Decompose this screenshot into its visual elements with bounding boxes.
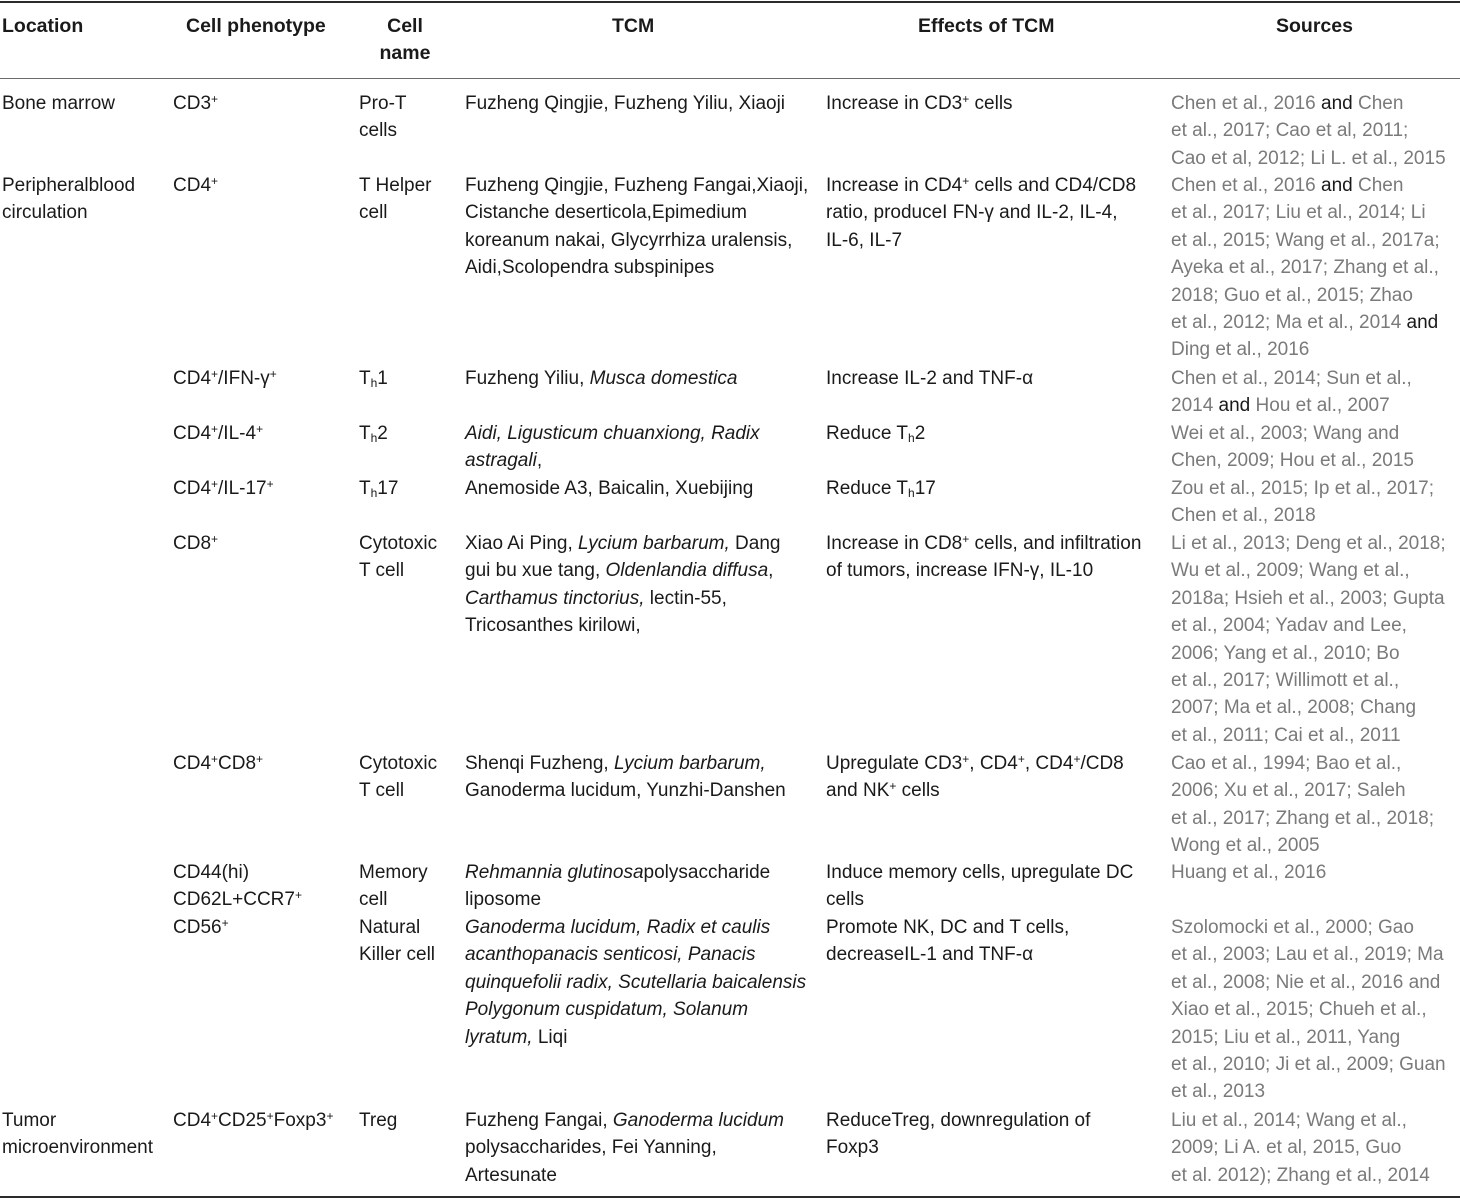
- cell-name: $T_h2$: [359, 423, 388, 445]
- cell-tcm: Xiao Ai Ping, Lycium barbarum, Dang gui bu xue tang, Oldenlandia diffusa, Carthamus tinctorius, lectin-55, Tricosanthes kirilowi,: [465, 533, 781, 637]
- cell-phenotype: CD4+/IFN-γ+: [173, 367, 277, 389]
- cell-phenotype: CD8+: [173, 532, 219, 554]
- cell-effects: Increase in CD3+ cells: [826, 92, 1013, 114]
- cell-phenotype: CD4+/IL-4+: [173, 422, 264, 444]
- header-cell-name: Cell name: [379, 15, 431, 64]
- cell-effects: Reduce $T_h2$: [826, 423, 926, 445]
- cell-effects: Increase IL-2 and TNF-α: [826, 368, 1034, 389]
- cell-phenotype: CD4+CD25+Foxp3+: [173, 1109, 334, 1131]
- cell-effects: Increase in CD4+ cells and CD4/CD8 ratio, produceI FN-γ and IL-2, IL-4, IL-6, IL-7: [826, 174, 1137, 251]
- cell-location: Peripheralblood circulation: [2, 175, 136, 224]
- cell-sources: Chen et al., 2016 and Chen et al., 2017; Cao et al, 2011; Cao et al, 2012; Li L. et al., 2015: [1171, 93, 1446, 169]
- cell-effects: ReduceTreg, downregulation of Foxp3: [826, 1110, 1091, 1159]
- cell-phenotype: CD56+: [173, 916, 229, 938]
- cell-location: Tumor microenvironment: [2, 1110, 153, 1159]
- cell-location: Bone marrow: [2, 93, 115, 114]
- cell-sources: Cao et al., 1994; Bao et al., 2006; Xu et al., 2017; Saleh et al., 2017; Zhang et al., 2018; Wong et al., 2005: [1171, 753, 1435, 857]
- cell-sources: Chen et al., 2016 and Chen et al., 2017; Liu et al., 2014; Li et al., 2015; Wang et al., 2017a; Ayeka et al., 2017; Zhang et al., 2018; Guo et al., 2015; Zhao et al., 2012; Ma et al., 2014 and Ding et al., 2016: [1171, 175, 1440, 361]
- header-cell-phenotype: Cell phenotype: [186, 15, 326, 37]
- cell-sources: Li et al., 2013; Deng et al., 2018; Wu et al., 2009; Wang et al., 2018a; Hsieh et al., 2003; Gupta et al., 2004; Yadav and Lee, 2006; Yang et al., 2010; Bo et al., 2017; Willimott et al., 2007; Ma et al., 2008; Chang et al., 2011; Cai et al., 2011: [1171, 533, 1446, 746]
- cell-effects: Upregulate CD3+, CD4+, CD4+/CD8 and NK+ cells: [826, 752, 1124, 802]
- cell-tcm: Fuzheng Yiliu, Musca domestica: [465, 368, 738, 389]
- cell-tcm: Rehmannia glutinosapolysaccharide liposome: [465, 862, 771, 911]
- table-top-rule: [0, 1, 1460, 3]
- header-rule: [0, 78, 1460, 79]
- cell-effects: Increase in CD8+ cells, and infiltration of tumors, increase IFN-γ, IL-10: [826, 532, 1142, 582]
- cell-name: T Helper cell: [359, 175, 432, 224]
- cell-phenotype: CD44(hi) CD62L+CCR7+: [173, 862, 302, 911]
- cell-sources: Huang et al., 2016: [1171, 862, 1327, 883]
- cell-name: Natural Killer cell: [359, 917, 436, 966]
- cell-sources: Zou et al., 2015; Ip et al., 2017; Chen et al., 2018: [1171, 478, 1435, 527]
- cell-sources: Chen et al., 2014; Sun et al., 2014 and Hou et al., 2007: [1171, 368, 1412, 417]
- cell-phenotype: CD4+/IL-17+: [173, 477, 274, 499]
- cell-sources: Szolomocki et al., 2000; Gao et al., 2003; Lau et al., 2019; Ma et al., 2008; Nie et al., 2016 and Xiao et al., 2015; Chueh et al., 2015; Liu et al., 2011, Yang et al., 2010; Ji et al., 2009; Guan et al., 2013: [1171, 917, 1446, 1103]
- cell-sources: Wei et al., 2003; Wang and Chen, 2009; Hou et al., 2015: [1171, 423, 1414, 472]
- cell-name: Cytotoxic T cell: [359, 753, 438, 802]
- table-bottom-rule: [0, 1196, 1460, 1198]
- cell-name: Memory cell: [359, 862, 428, 911]
- cell-phenotype: CD4+CD8+: [173, 752, 264, 774]
- cell-tcm: Anemoside A3, Baicalin, Xuebijing: [465, 478, 754, 499]
- header-effects: Effects of TCM: [918, 15, 1055, 37]
- cell-effects: Reduce $T_h17$: [826, 478, 936, 500]
- header-location: Location: [2, 15, 84, 37]
- cell-sources: Liu et al., 2014; Wang et al., 2009; Li A. et al, 2015, Guo et al. 2012); Zhang et al., 2014: [1171, 1110, 1430, 1186]
- header-sources: Sources: [1276, 15, 1353, 37]
- cell-name: Cytotoxic T cell: [359, 533, 438, 582]
- cell-phenotype: CD4+: [173, 174, 219, 196]
- cell-tcm: Fuzheng Fangai, Ganoderma lucidum polysaccharides, Fei Yanning, Artesunate: [465, 1110, 784, 1186]
- cell-name: Pro-T cells: [359, 93, 407, 142]
- cell-tcm: Ganoderma lucidum, Radix et caulis acanthopanacis senticosi, Panacis quinquefolii radix, Scutellaria baicalensis Polygonum cuspidatum, Solanum lyratum, Liqi: [465, 917, 807, 1048]
- cell-tcm: Fuzheng Qingjie, Fuzheng Fangai,Xiaoji, Cistanche deserticola,Epimedium koreanum nakai, Glycyrrhiza uralensis, Aidi,Scolopendra subspinipes: [465, 175, 809, 279]
- header-tcm: TCM: [612, 15, 655, 37]
- cell-effects: Promote NK, DC and T cells, decreaseIL-1 and TNF-α: [826, 917, 1070, 966]
- cell-name: Treg: [359, 1110, 398, 1131]
- cell-name: $T_h1$: [359, 368, 388, 390]
- cell-tcm: Shenqi Fuzheng, Lycium barbarum, Ganoderma lucidum, Yunzhi-Danshen: [465, 753, 786, 802]
- cell-name: $T_h17$: [359, 478, 399, 500]
- cell-effects: Induce memory cells, upregulate DC cells: [826, 862, 1134, 911]
- cell-phenotype: CD3+: [173, 92, 219, 114]
- cell-tcm: Fuzheng Qingjie, Fuzheng Yiliu, Xiaoji: [465, 93, 786, 114]
- cell-tcm: Aidi, Ligusticum chuanxiong, Radix astragali,: [465, 423, 760, 472]
